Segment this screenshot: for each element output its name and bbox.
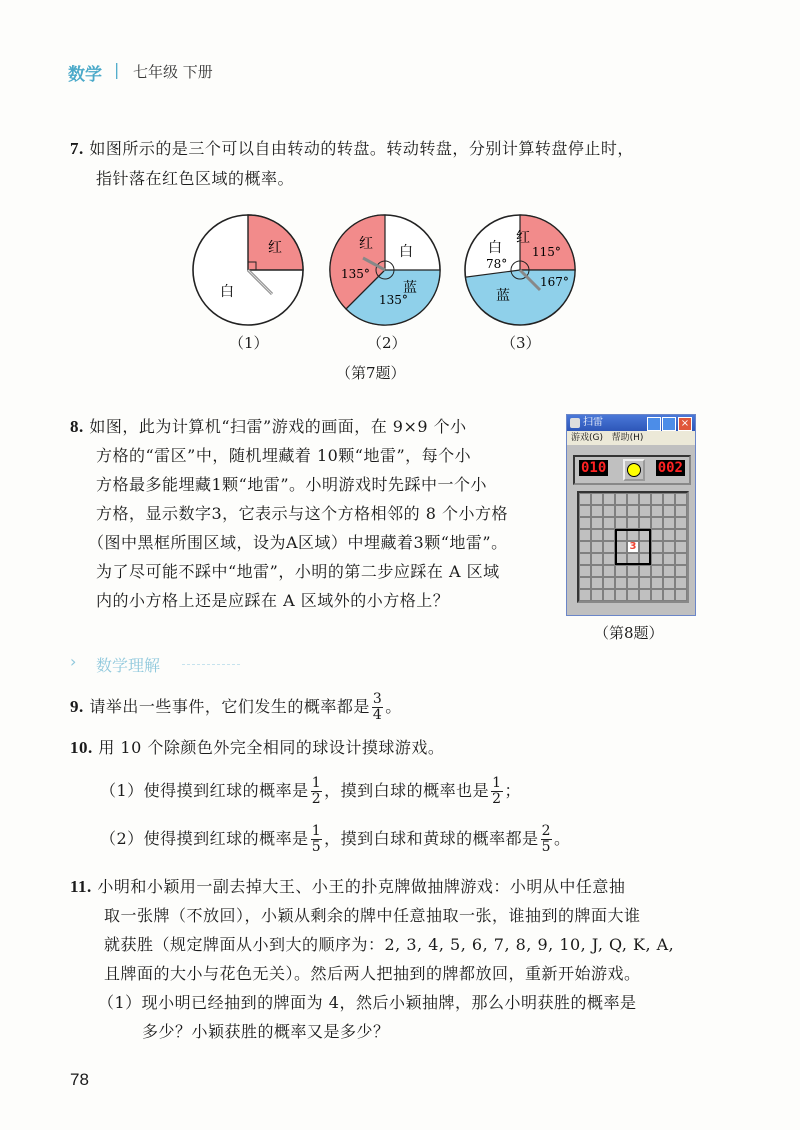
region-a-highlight-box (615, 529, 651, 565)
spinner-3-angle-red: 115° (532, 245, 561, 259)
header-subject: 数学 (68, 65, 102, 85)
mine-cell[interactable] (663, 565, 675, 577)
mine-cell[interactable] (627, 565, 639, 577)
mine-cell[interactable] (651, 541, 663, 553)
spinner-2-blue-label: 蓝 (403, 280, 417, 296)
menu-game[interactable]: 游戏(G) (571, 433, 603, 443)
mine-cell[interactable] (579, 505, 591, 517)
section-divider (182, 664, 240, 665)
spinner-3-blue-label: 蓝 (496, 288, 510, 304)
q10-part1: （1）使得摸到红球的概率是 $\frac{1}{2}$ ，摸到白球的概率也是 $\frac{1}{2}$ ； (100, 775, 522, 807)
mine-cell[interactable] (627, 589, 639, 601)
header-grade: 七年级 下册 (133, 63, 213, 81)
mine-cell[interactable] (639, 517, 651, 529)
mine-cell[interactable] (615, 577, 627, 589)
mine-cell[interactable] (651, 493, 663, 505)
spinner-2-angle-blue: 135° (379, 293, 408, 307)
mine-cell[interactable] (615, 505, 627, 517)
minesweeper-app-icon (570, 418, 580, 428)
mine-cell[interactable] (675, 529, 687, 541)
mine-cell[interactable] (663, 517, 675, 529)
minesweeper-titlebar (567, 415, 695, 431)
q10-part2: （2）使得摸到红球的概率是 $\frac{1}{5}$ ，摸到白球和黄球的概率都是 $\frac{2}{5}$ 。 (100, 823, 571, 855)
spinner-1-red-label: 红 (268, 240, 282, 256)
spinner-3-caption: （3） (501, 334, 541, 352)
mine-cell[interactable] (591, 589, 603, 601)
revealed-cell-number[interactable]: 3 (627, 541, 639, 553)
q7-number: 7. (70, 139, 84, 158)
q10-p2-fraction-2: $\frac{2}{5}$ (541, 823, 552, 855)
q9-fraction: $\frac{3}{4}$ (372, 691, 383, 723)
mine-cell[interactable] (651, 517, 663, 529)
q11-line-3: 且牌面的大小与花色无关）。然后两人把抽到的牌都放回，重新开始游戏。 (104, 964, 641, 983)
mine-cell[interactable] (603, 493, 615, 505)
menu-help[interactable]: 帮助(H) (611, 433, 644, 443)
minesweeper-title: 扫雷 (583, 417, 603, 428)
spinner-3-angle-white: 78° (486, 257, 508, 271)
section-chevron-icon: › (70, 652, 77, 671)
mine-cell[interactable] (663, 505, 675, 517)
smiley-face-button[interactable] (623, 459, 645, 481)
q11-number: 11. (70, 877, 92, 896)
mine-cell[interactable] (591, 517, 603, 529)
mine-cell[interactable] (663, 541, 675, 553)
mine-cell[interactable] (603, 541, 615, 553)
mine-cell[interactable] (675, 565, 687, 577)
q8-line-1: 方格的“雷区”中，随机埋藏着 10颗“地雷”，每个小 (96, 446, 472, 465)
q7-line1 (70, 136, 634, 162)
q10-number: 10. (70, 738, 93, 757)
q8-line-6: 内的小方格上还是应踩在 A 区域外的小方格上？ (96, 591, 450, 610)
mine-cell[interactable] (615, 493, 627, 505)
q8-line-2: 方格最多能埋藏1颗“地雷”。小明游戏时先踩中一个小 (96, 475, 488, 494)
spinner-1-white-label: 白 (220, 284, 234, 300)
q11 (70, 872, 740, 1046)
mine-cell[interactable] (651, 529, 663, 541)
mine-cell[interactable] (675, 577, 687, 589)
mine-cell[interactable] (639, 493, 651, 505)
section-title: 数学理解 (96, 656, 161, 675)
q8-figure-caption: （第8题） (594, 624, 664, 642)
mine-cell[interactable] (591, 541, 603, 553)
mine-cell[interactable] (615, 565, 627, 577)
mine-cell[interactable] (591, 577, 603, 589)
spinner-3-white-label: 白 (488, 240, 502, 256)
spinner-3-red-label: 红 (516, 230, 530, 246)
q7-spinners-figure (180, 210, 600, 330)
spinner-2-caption: （2） (367, 334, 407, 352)
mine-cell[interactable] (579, 517, 591, 529)
mine-cell[interactable] (675, 517, 687, 529)
mine-counter: 010 (581, 460, 607, 476)
minesweeper-window (566, 414, 696, 616)
q8-line-4: （图中黑框所围区域，设为A区域）中埋藏着3颗“地雷”。 (88, 533, 508, 552)
q10-p2-fraction-1: $\frac{1}{5}$ (311, 823, 322, 855)
q10 (70, 735, 444, 761)
q10-p1-fraction-2: $\frac{1}{2}$ (492, 775, 502, 807)
q9: 9. 请举出一些事件，它们发生的概率都是 $\frac{3}{4}$ 。 (70, 691, 402, 723)
spinner-2-white-label: 白 (399, 244, 413, 260)
header-separator: | (114, 60, 120, 79)
q11-line-0: 11. 小明和小颖用一副去掉大王、小王的扑克牌做抽牌游戏：小明从中任意抽 (70, 877, 626, 896)
spinner-1 (193, 215, 303, 325)
mine-cell[interactable] (603, 517, 615, 529)
minesweeper-status-panel (573, 455, 691, 485)
mine-cell[interactable] (627, 493, 639, 505)
mine-cell[interactable] (615, 589, 627, 601)
q8-line-5: 为了尽可能不踩中“地雷”，小明的第二步应踩在 A 区域 (96, 562, 500, 581)
mine-cell[interactable] (579, 553, 591, 565)
mine-cell[interactable] (603, 577, 615, 589)
minesweeper-menubar (567, 431, 695, 445)
mine-cell[interactable] (663, 553, 675, 565)
mine-cell[interactable] (591, 493, 603, 505)
mine-cell[interactable] (579, 529, 591, 541)
q7-line2: 指针落在红色区域的概率。 (96, 169, 295, 188)
q10-p1-fraction-1: $\frac{1}{2}$ (311, 775, 322, 807)
spinner-1-caption: （1） (229, 334, 269, 352)
q8-line-0: 8. 如图，此为计算机“扫雷”游戏的画面，在 9×9 个小 (70, 417, 467, 436)
mine-cell[interactable] (639, 505, 651, 517)
q11-part1-line1: （1）现小明已经抽到的牌面为 4，然后小颖抽牌，那么小明获胜的概率是 (98, 993, 637, 1012)
minesweeper-grid[interactable] (577, 491, 689, 603)
mine-cell[interactable] (603, 589, 615, 601)
mine-cell[interactable] (579, 589, 591, 601)
mine-cell[interactable] (591, 529, 603, 541)
close-button[interactable]: × (678, 417, 692, 431)
spinner-2-angle-red: 135° (341, 267, 370, 281)
spinner-3-angle-blue: 167° (540, 275, 569, 289)
timer-display: 002 (657, 460, 683, 476)
mine-cell[interactable] (651, 577, 663, 589)
q11-line-2: 就获胜（规定牌面从小到大的顺序为：2, 3, 4, 5, 6, 7, 8, 9, 10, J, Q, K, A, (104, 935, 675, 954)
q10-text: 用 10 个除颜色外完全相同的球设计摸球游戏。 (98, 738, 445, 757)
smiley-icon (627, 463, 641, 477)
mine-cell[interactable] (603, 553, 615, 565)
mine-cell[interactable] (579, 493, 591, 505)
mine-cell[interactable] (675, 553, 687, 565)
mine-cell[interactable] (663, 529, 675, 541)
mine-cell[interactable] (675, 493, 687, 505)
q9-number: 9. (70, 697, 84, 716)
q7-figure-caption: （第7题） (336, 364, 406, 382)
mine-cell[interactable] (639, 577, 651, 589)
mine-cell[interactable] (639, 565, 651, 577)
mine-cell[interactable] (651, 553, 663, 565)
mine-cell[interactable] (651, 565, 663, 577)
mine-cell[interactable] (615, 517, 627, 529)
maximize-button[interactable] (662, 417, 676, 431)
mine-cell[interactable] (663, 589, 675, 601)
mine-cell[interactable] (603, 565, 615, 577)
mine-cell[interactable] (591, 505, 603, 517)
mine-cell[interactable] (651, 505, 663, 517)
q9-text: 请举出一些事件，它们发生的概率都是 (89, 697, 370, 716)
section-header (70, 650, 240, 676)
mine-cell[interactable] (675, 589, 687, 601)
mine-cell[interactable] (579, 565, 591, 577)
mine-cell[interactable] (627, 517, 639, 529)
q11-part1-line2: 多少？小颖获胜的概率又是多少？ (142, 1022, 390, 1041)
q7-text-1: 如图所示的是三个可以自由转动的转盘。转动转盘，分别计算转盘停止时， (89, 139, 634, 158)
mine-cell[interactable] (579, 577, 591, 589)
q11-line-1: 取一张牌（不放回），小颖从剩余的牌中任意抽取一张，谁抽到的牌面大谁 (104, 906, 641, 925)
mine-cell[interactable] (651, 589, 663, 601)
mine-cell[interactable] (627, 577, 639, 589)
mine-cell[interactable] (663, 577, 675, 589)
page-number: 78 (70, 1070, 89, 1089)
spinner-3 (465, 215, 575, 325)
mine-cell[interactable] (579, 541, 591, 553)
mine-cell[interactable] (675, 505, 687, 517)
spinner-2 (330, 215, 440, 325)
mine-cell[interactable] (591, 553, 603, 565)
mine-cell[interactable] (591, 565, 603, 577)
mine-cell[interactable] (639, 589, 651, 601)
q8-line-3: 方格，显示数字3，它表示与这个方格相邻的 8 个小方格 (96, 504, 509, 523)
q8-number: 8. (70, 417, 84, 436)
mine-cell[interactable] (663, 493, 675, 505)
spinner-2-red-label: 红 (359, 236, 373, 252)
mine-cell[interactable] (627, 505, 639, 517)
q8-text (70, 412, 550, 615)
minimize-button[interactable] (647, 417, 661, 431)
mine-cell[interactable] (603, 529, 615, 541)
mine-cell[interactable] (675, 541, 687, 553)
mine-cell[interactable] (603, 505, 615, 517)
